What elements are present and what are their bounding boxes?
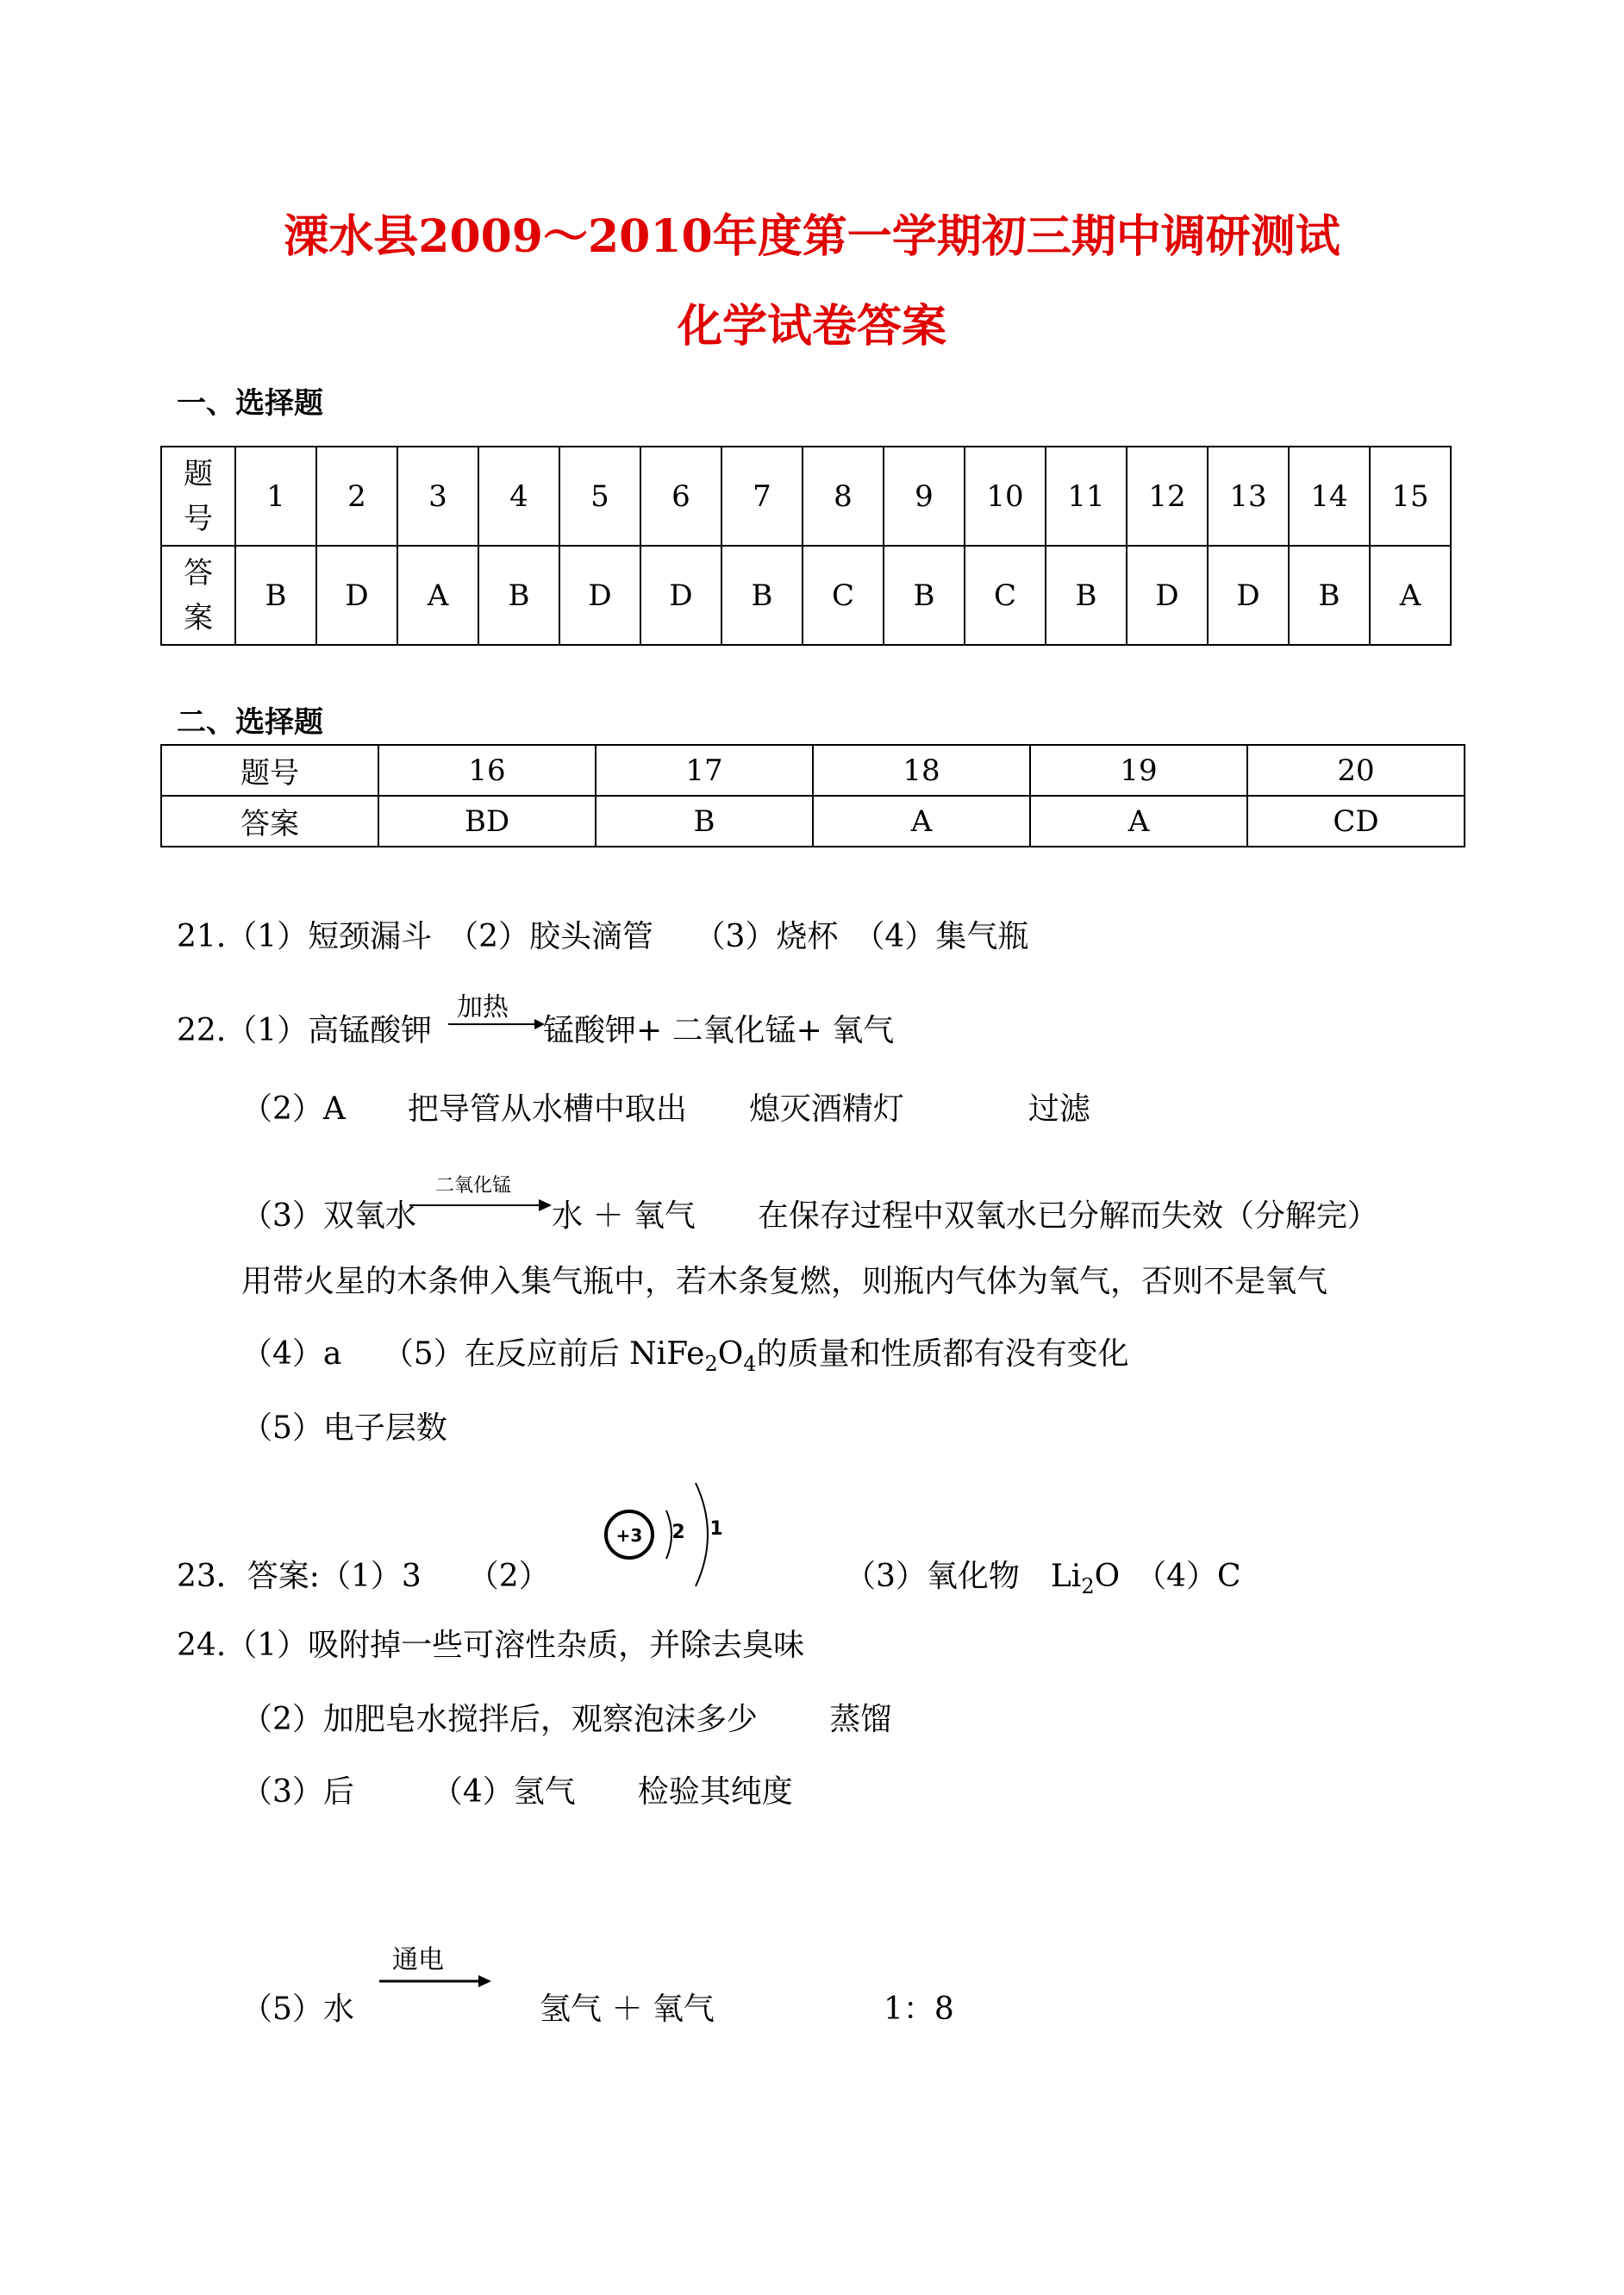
q23-answer-end xyxy=(845,1552,1241,1598)
q24-part5-ratio: 1：8 xyxy=(884,1992,954,2027)
table-cell: BD xyxy=(378,796,596,847)
q22-part4-text-a: （4）a （5）在反应前后 NiFe xyxy=(241,1336,705,1372)
table-cell: B xyxy=(596,796,813,847)
q22-part4-text-c: 的质量和性质都有没有变化 xyxy=(756,1336,1129,1372)
table-answer-label: 答案 xyxy=(161,796,378,847)
q22-part5: （5）电子层数 xyxy=(241,1410,447,1446)
table-cell: B xyxy=(1289,546,1370,645)
table-row xyxy=(161,796,1465,847)
q24-part5-products: 氢气 ＋ 氧气 xyxy=(540,1992,715,2027)
q22-part1-start: 22.（1）高锰酸钾 xyxy=(177,1013,433,1048)
q24-part3: （3）后 （4）氢气 检验其纯度 xyxy=(241,1774,793,1810)
answer-label-text: 答案 xyxy=(184,555,213,635)
table-cell: 12 xyxy=(1127,447,1208,546)
table-cell: 19 xyxy=(1030,745,1247,796)
table-cell: 4 xyxy=(478,447,559,546)
table-cell: 16 xyxy=(378,745,596,796)
table-cell: D xyxy=(640,546,721,645)
table-cell: D xyxy=(1208,546,1289,645)
q23-text-b: （3）氧化物 Li xyxy=(845,1559,1082,1594)
q22-part3-products: 水 ＋ 氧气 在保存过程中双氧水已分解而失效（分解完） xyxy=(552,1198,1378,1234)
q22-part3-start: （3）双氧水 xyxy=(241,1198,416,1234)
subscript: 4 xyxy=(743,1352,757,1376)
q24-part5-start: （5）水 xyxy=(241,1992,354,2027)
q22-part3-test: 用带火星的木条伸入集气瓶中，若木条复燃，则瓶内气体为氧气，否则不是氧气 xyxy=(241,1264,1328,1299)
table-header-label xyxy=(161,447,235,546)
q22-part4-text-b: O xyxy=(717,1336,744,1372)
table-cell: 5 xyxy=(559,447,640,546)
table-cell: CD xyxy=(1247,796,1465,847)
section-2-heading: 二、选择题 xyxy=(177,705,323,740)
table-header-label: 题号 xyxy=(161,745,378,796)
table-cell: 10 xyxy=(965,447,1046,546)
table-row xyxy=(161,745,1465,796)
table-cell: 18 xyxy=(813,745,1030,796)
table-cell: 15 xyxy=(1370,447,1451,546)
table-cell: B xyxy=(1046,546,1127,645)
table-cell: 13 xyxy=(1208,447,1289,546)
answer-table-1 xyxy=(160,446,1452,646)
table-cell: B xyxy=(478,546,559,645)
table-cell: D xyxy=(316,546,397,645)
table-cell: A xyxy=(1030,796,1247,847)
lithium-atom-structure-diagram xyxy=(599,1466,737,1586)
reaction-arrow-icon xyxy=(379,1973,491,1990)
q22-part2: （2）A 把导管从水槽中取出 熄灭酒精灯 过滤 xyxy=(241,1091,1090,1127)
table-cell: 3 xyxy=(397,447,478,546)
catalyst-condition-label: 二氧化锰 xyxy=(435,1175,512,1197)
subscript: 2 xyxy=(704,1352,718,1376)
table-cell: A xyxy=(813,796,1030,847)
table-cell: C xyxy=(965,546,1046,645)
table-cell: D xyxy=(1127,546,1208,645)
doc-title-line1: 溧水县2009～2010年度第一学期初三期中调研测试 xyxy=(284,210,1340,263)
table-cell: C xyxy=(803,546,884,645)
doc-title-line2: 化学试卷答案 xyxy=(677,300,946,353)
table-cell: 7 xyxy=(721,447,803,546)
shell-1-electrons: 2 xyxy=(671,1522,685,1543)
table-row xyxy=(161,447,1451,546)
reaction-arrow-icon xyxy=(409,1197,552,1214)
table-cell: 20 xyxy=(1247,745,1465,796)
header-label-text: 题号 xyxy=(184,456,213,536)
table-cell: 14 xyxy=(1289,447,1370,546)
electron-shell-1 xyxy=(666,1510,671,1559)
table-cell: 1 xyxy=(235,447,316,546)
q24-part1: 24.（1）吸附掉一些可溶性杂质，并除去臭味 xyxy=(177,1628,805,1663)
q24-part2: （2）加肥皂水搅拌后，观察泡沫多少 蒸馏 xyxy=(241,1702,892,1737)
q23-text-c: O （4）C xyxy=(1094,1559,1241,1594)
table-cell: 8 xyxy=(803,447,884,546)
table-cell: A xyxy=(1370,546,1451,645)
heating-condition-label: 加热 xyxy=(457,992,509,1022)
table-cell: 17 xyxy=(596,745,813,796)
shell-2-electrons: 1 xyxy=(709,1518,723,1540)
answer-table-2 xyxy=(160,744,1465,847)
table-cell: A xyxy=(397,546,478,645)
q22-part4 xyxy=(241,1329,1129,1376)
table-cell: B xyxy=(721,546,803,645)
table-answer-label xyxy=(161,546,235,645)
table-cell: B xyxy=(884,546,965,645)
section-1-heading: 一、选择题 xyxy=(177,386,323,421)
q21-answer: 21.（1）短颈漏斗 （2）胶头滴管 （3）烧杯 （4）集气瓶 xyxy=(177,919,1029,954)
table-cell: D xyxy=(559,546,640,645)
nucleus-charge: +3 xyxy=(615,1525,643,1546)
electrolysis-condition-label: 通电 xyxy=(392,1945,444,1975)
table-cell: 9 xyxy=(884,447,965,546)
table-cell: 11 xyxy=(1046,447,1127,546)
table-cell: 2 xyxy=(316,447,397,546)
reaction-arrow-icon xyxy=(448,1016,545,1033)
q23-answer-start: 23．答案:（1）3 （2） xyxy=(177,1559,550,1594)
subscript: 2 xyxy=(1081,1574,1095,1598)
table-row xyxy=(161,546,1451,645)
table-cell: 6 xyxy=(640,447,721,546)
q22-part1-products: 锰酸钾+ 二氧化锰+ 氧气 xyxy=(543,1013,895,1048)
electron-shell-2 xyxy=(696,1483,708,1586)
table-cell: B xyxy=(235,546,316,645)
